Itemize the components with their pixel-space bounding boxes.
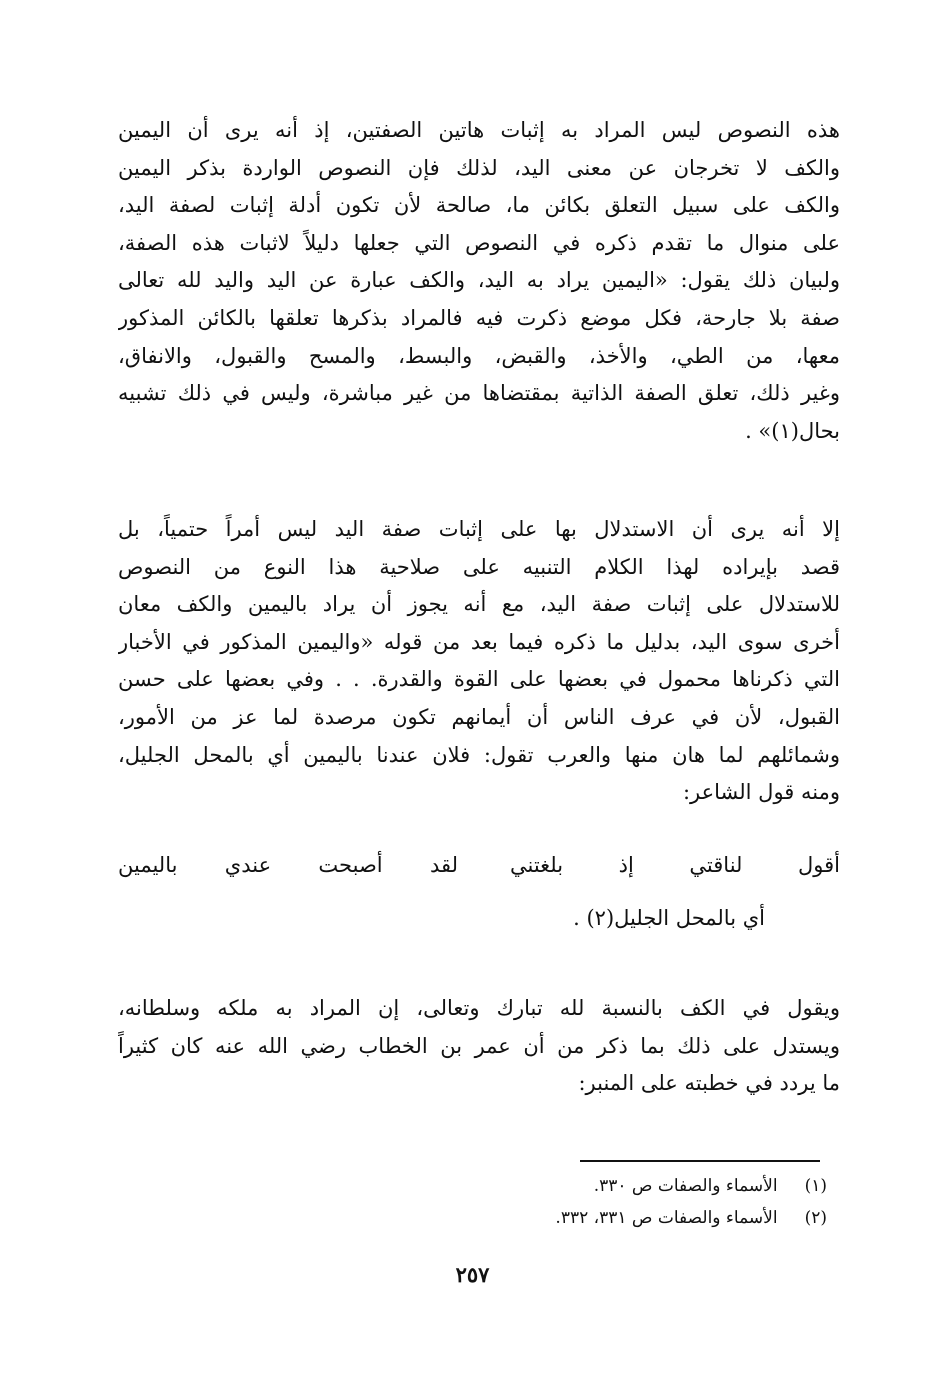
verse-explanation: أي بالمحل الجليل(٢) . <box>573 906 765 930</box>
text-line: صفة بلا جارحة، فكل موضع ذكرت فيه فالمراد بذكرها تعلقها بالكائن المذكور <box>118 305 840 330</box>
text-line: ما يردد في خطبته على المنبر: <box>578 1071 840 1096</box>
page-number: ٢٥٧ <box>455 1262 490 1287</box>
footnote-text: الأسماء والصفات ص ٣٣٠. <box>593 1176 778 1196</box>
verse-second-hemistich: لقد أصبحت عندي باليمين <box>118 853 458 877</box>
footnote-1 <box>594 1176 827 1196</box>
footnote-text: الأسماء والصفات ص ٣٣١، ٣٣٢. <box>555 1208 778 1228</box>
text-line: إلا أنه يرى أن الاستدلال بها على إثبات صفة اليد ليس أمراً حتمياً، بل <box>118 517 840 541</box>
footnote-number: (٢) <box>804 1208 827 1228</box>
footnote-2 <box>555 1208 827 1228</box>
footnote-number: (١) <box>804 1176 827 1196</box>
verse-first-hemistich: أقول لناقتي إذ بلغتني <box>510 853 840 877</box>
text-line: ويقول في الكف بالنسبة لله تبارك وتعالى، إن المراد به ملكه وسلطانه، <box>118 996 840 1020</box>
text-line: أخرى سوى اليد، بدليل ما ذكره فيما بعد من قوله «واليمين المذكور في الأخبار <box>118 629 840 654</box>
poetry-verse <box>118 853 840 893</box>
text-line: معها، من الطي، والأخذ، والقبض، والبسط، والمسح والقبول، والانفاق، <box>118 343 840 368</box>
footnote-divider <box>580 1160 820 1162</box>
text-line: وشمائلهم لما هان منها والعرب تقول: فلان عندنا باليمين أي بالمحل الجليل، <box>118 742 840 767</box>
paragraph-1 <box>118 112 840 450</box>
text-line: والكف على سبيل التعلق بكائن ما، صالحة لأن تكون أدلة إثبات لصفة اليد، <box>118 193 840 218</box>
paragraph-3 <box>118 990 840 1103</box>
text-line: هذه النصوص ليس المراد به إثبات هاتين الصفتين، إذ أنه يرى أن اليمين <box>118 118 840 142</box>
text-line: ويستدل على ذلك بما ذكر من أن عمر بن الخطاب رضي الله عنه كان كثيراً <box>118 1033 840 1058</box>
text-line: التي ذكرناها محمول في بعضها على القوة والقدرة. . . وفي بعضها على حسن <box>118 667 840 692</box>
text-line: القبول، لأن في عرف الناس أن أيمانهم تكون مرصدة لما عز من الأمور، <box>118 704 840 729</box>
text-line: على منوال ما تقدم ذكره في النصوص التي جعلها دليلاً لاثبات هذه الصفة، <box>118 230 840 255</box>
text-line: والكف لا تخرجان عن معنى اليد، لذلك فإن النصوص الواردة بذكر اليمين <box>118 155 840 180</box>
text-line: ولبيان ذلك يقول: «اليمين يراد به اليد، والكف عبارة عن اليد واليد لله تعالى <box>118 268 840 293</box>
text-line: قصد بإيراده لهذا الكلام التنبيه على صلاحية هذا النوع من النصوص <box>118 554 840 579</box>
text-line: للاستدلال على إثبات صفة اليد، مع أنه يجوز أن يراد باليمين والكف معان <box>118 592 840 617</box>
text-line: ومنه قول الشاعر: <box>682 780 840 805</box>
paragraph-2 <box>118 511 840 812</box>
text-line: بحال(١)» . <box>745 418 840 443</box>
text-line: وغير ذلك، تعلق الصفة الذاتية بمقتضاها من غير مباشرة، وليس في ذلك تشبيه <box>118 381 840 406</box>
